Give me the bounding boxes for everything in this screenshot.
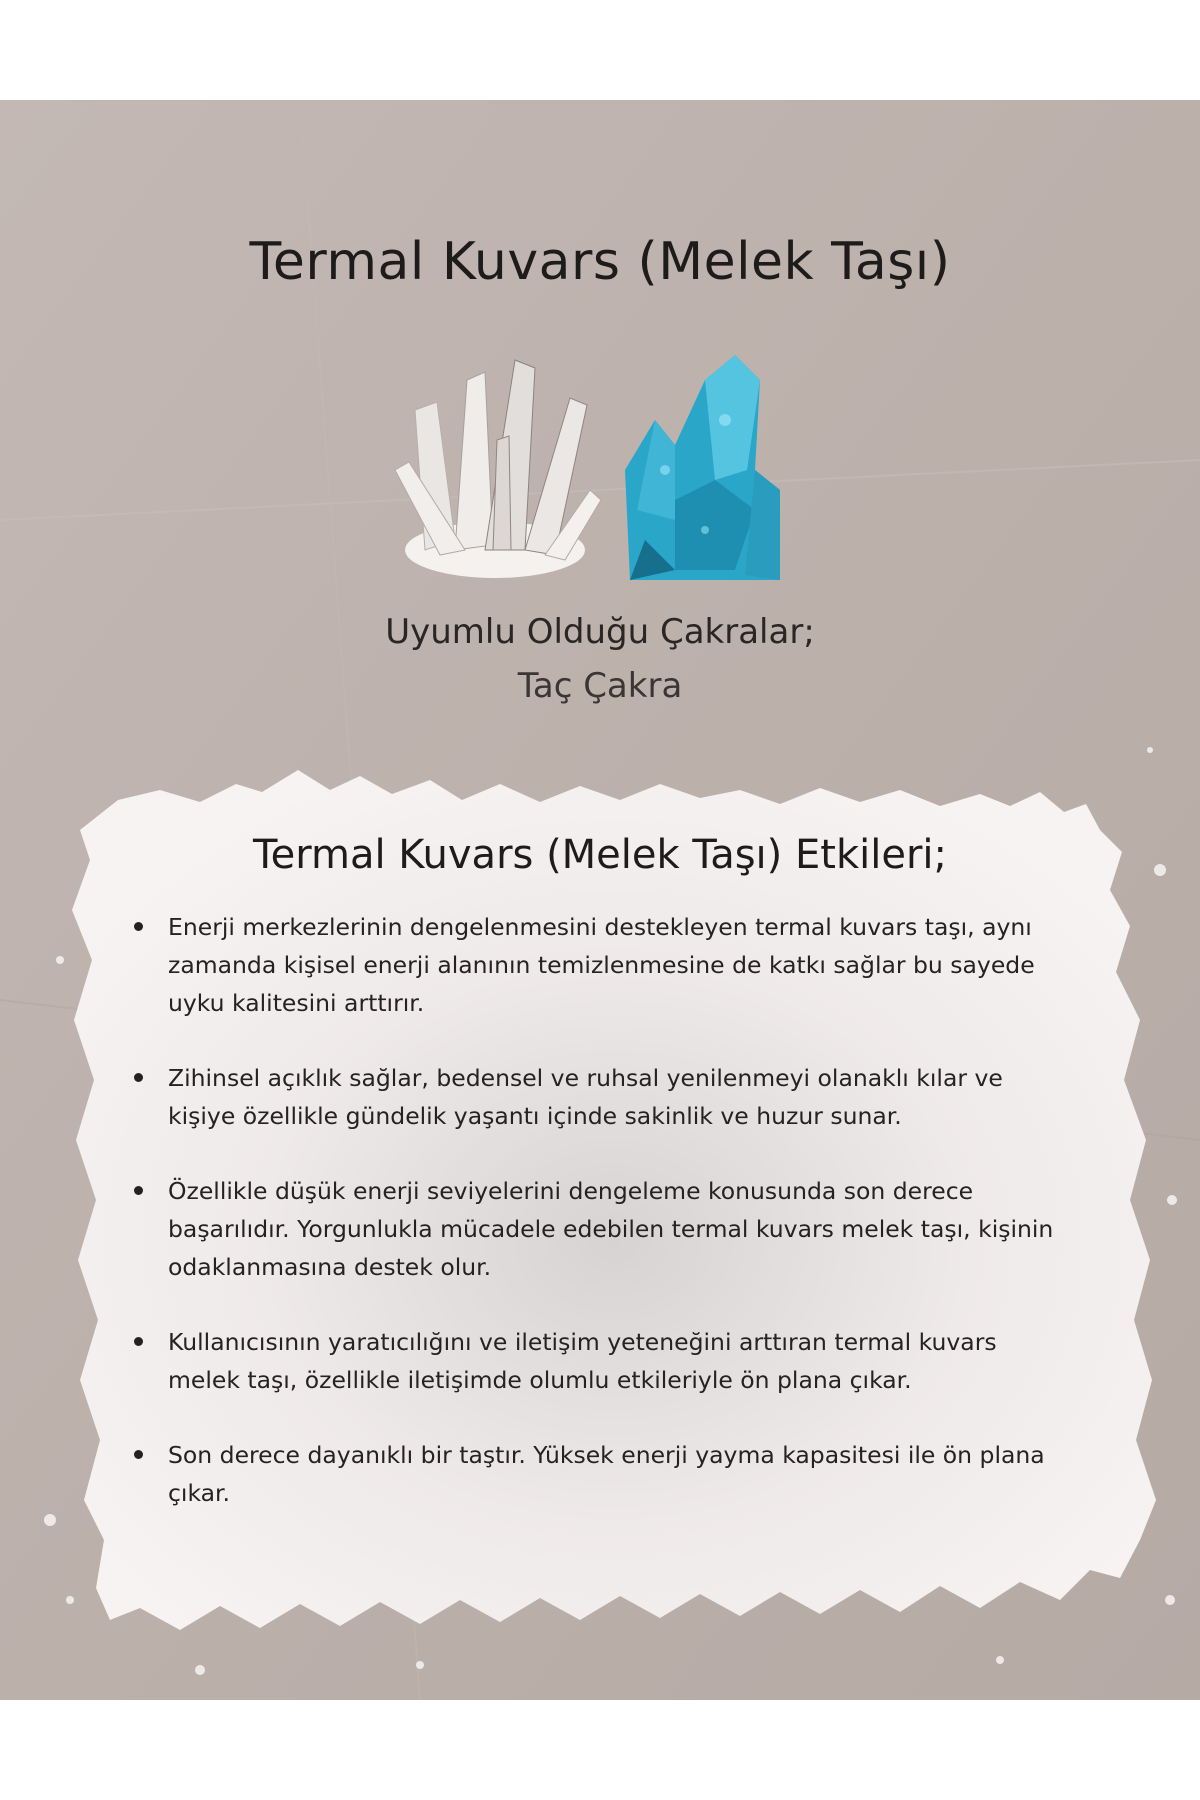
- list-item: [130, 1172, 1075, 1286]
- chakra-value: Taç Çakra: [517, 666, 683, 706]
- bullet-icon: [134, 1337, 143, 1346]
- effects-list: [130, 908, 1075, 1549]
- bullet-icon: [134, 1450, 143, 1459]
- bullet-icon: [134, 1073, 143, 1082]
- bullet-icon: [134, 1186, 143, 1195]
- page-title: Termal Kuvars (Melek Taşı): [249, 232, 951, 292]
- list-item-text: Son derece dayanıklı bir taştır. Yüksek enerji yayma kapasitesi ile ön plana çıkar.: [168, 1441, 1045, 1507]
- chakra-heading: Uyumlu Olduğu Çakralar;: [385, 612, 815, 652]
- clear-quartz-icon: [395, 360, 601, 578]
- blue-aura-quartz-icon: [625, 355, 780, 580]
- effects-title: Termal Kuvars (Melek Taşı) Etkileri;: [253, 832, 947, 878]
- list-item-text: Özellikle düşük enerji seviyelerini dengeleme konusunda son derece başarılıdır. Yorgunlukla mücadele edebilen termal kuvars melek taşı, kişinin odaklanmasına destek olur.: [168, 1177, 1054, 1281]
- list-item: [130, 1323, 1075, 1399]
- list-item: [130, 908, 1075, 1022]
- list-item-text: Zihinsel açıklık sağlar, bedensel ve ruhsal yenilenmeyi olanaklı kılar ve kişiye özellikle gündelik yaşantı içinde sakinlik ve huzur sunar.: [168, 1064, 1003, 1130]
- bullet-icon: [134, 922, 143, 931]
- list-item: [130, 1436, 1075, 1512]
- list-item-text: Enerji merkezlerinin dengelenmesini destekleyen termal kuvars taşı, aynı zamanda kişisel enerji alanının temizlenmesine de katkı sağlar bu sayede uyku kalitesini arttırır.: [168, 913, 1035, 1017]
- crystal-images: [375, 350, 835, 590]
- list-item-text: Kullanıcısının yaratıcılığını ve iletişim yeteneğini arttıran termal kuvars melek taşı, özellikle iletişimde olumlu etkileriyle ön plana çıkar.: [168, 1328, 997, 1394]
- list-item: [130, 1059, 1075, 1135]
